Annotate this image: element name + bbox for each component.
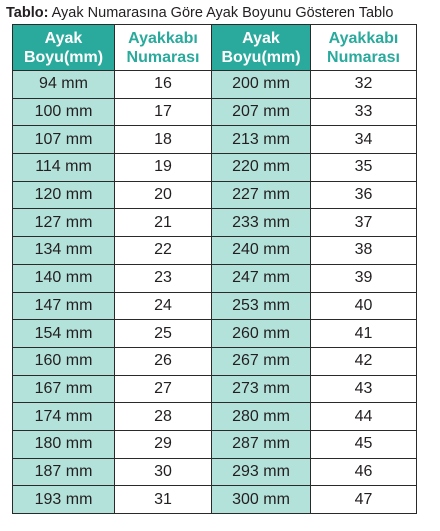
foot-length-cell: 207 mm	[212, 98, 311, 126]
foot-length-cell: 127 mm	[13, 209, 115, 237]
table-row	[13, 126, 417, 154]
shoe-size-cell: 34	[311, 126, 417, 154]
shoe-size-cell: 21	[115, 209, 212, 237]
shoe-size-cell: 17	[115, 98, 212, 126]
foot-length-cell: 253 mm	[212, 292, 311, 320]
foot-length-cell: 147 mm	[13, 292, 115, 320]
shoe-size-cell: 42	[311, 347, 417, 375]
foot-length-cell: 267 mm	[212, 347, 311, 375]
foot-length-cell: 240 mm	[212, 237, 311, 265]
table-row	[13, 458, 417, 486]
shoe-size-cell: 18	[115, 126, 212, 154]
shoe-size-cell: 41	[311, 320, 417, 348]
foot-length-header-2-line1: Ayak	[242, 29, 280, 47]
table-row	[13, 181, 417, 209]
foot-size-table	[12, 24, 417, 514]
shoe-size-cell: 29	[115, 430, 212, 458]
table-row	[13, 320, 417, 348]
table-row	[13, 264, 417, 292]
foot-length-header-2-line2: Boyu(mm)	[221, 48, 301, 66]
table-row	[13, 71, 417, 99]
shoe-size-cell: 27	[115, 375, 212, 403]
shoe-size-cell: 20	[115, 181, 212, 209]
table-body	[13, 71, 417, 514]
shoe-size-cell: 31	[115, 486, 212, 514]
foot-length-header-line1: Ayak	[44, 29, 83, 47]
foot-length-cell: 293 mm	[212, 458, 311, 486]
foot-length-cell: 187 mm	[13, 458, 115, 486]
shoe-size-cell: 25	[115, 320, 212, 348]
table-row	[13, 403, 417, 431]
shoe-size-cell: 45	[311, 430, 417, 458]
table-row	[13, 375, 417, 403]
shoe-size-header-2-line2: Numarası	[327, 48, 400, 66]
shoe-size-header-line1: Ayakkabı	[128, 29, 198, 47]
foot-length-cell: 134 mm	[13, 237, 115, 265]
shoe-size-cell: 23	[115, 264, 212, 292]
foot-length-cell: 160 mm	[13, 347, 115, 375]
shoe-size-cell: 35	[311, 154, 417, 182]
foot-length-cell: 100 mm	[13, 98, 115, 126]
foot-length-cell: 193 mm	[13, 486, 115, 514]
table-row	[13, 98, 417, 126]
caption-text: Ayak Numarasına Göre Ayak Boyunu Gösteren Tablo	[48, 5, 394, 21]
foot-length-header	[13, 25, 115, 71]
foot-length-cell: 227 mm	[212, 181, 311, 209]
shoe-size-cell: 47	[311, 486, 417, 514]
header-row	[13, 25, 417, 71]
table-row	[13, 292, 417, 320]
foot-length-cell: 247 mm	[212, 264, 311, 292]
shoe-size-cell: 38	[311, 237, 417, 265]
shoe-size-cell: 28	[115, 403, 212, 431]
shoe-size-cell: 22	[115, 237, 212, 265]
shoe-size-cell: 19	[115, 154, 212, 182]
table-row	[13, 209, 417, 237]
shoe-size-cell: 16	[115, 71, 212, 99]
foot-length-header-2	[212, 25, 311, 71]
table-row	[13, 430, 417, 458]
shoe-size-header-2	[311, 25, 417, 71]
shoe-size-cell: 44	[311, 403, 417, 431]
foot-length-cell: 94 mm	[13, 71, 115, 99]
foot-length-cell: 233 mm	[212, 209, 311, 237]
table-row	[13, 154, 417, 182]
table-row	[13, 486, 417, 514]
shoe-size-cell: 46	[311, 458, 417, 486]
shoe-size-header	[115, 25, 212, 71]
shoe-size-cell: 30	[115, 458, 212, 486]
shoe-size-cell: 33	[311, 98, 417, 126]
foot-length-header-line2: Boyu(mm)	[23, 48, 104, 66]
foot-length-cell: 280 mm	[212, 403, 311, 431]
foot-length-cell: 220 mm	[212, 154, 311, 182]
foot-length-cell: 273 mm	[212, 375, 311, 403]
shoe-size-header-2-line1: Ayakkabı	[328, 29, 399, 47]
foot-length-cell: 120 mm	[13, 181, 115, 209]
foot-length-cell: 200 mm	[212, 71, 311, 99]
foot-length-cell: 167 mm	[13, 375, 115, 403]
foot-length-cell: 213 mm	[212, 126, 311, 154]
foot-length-cell: 154 mm	[13, 320, 115, 348]
shoe-size-header-line2: Numarası	[126, 48, 200, 66]
table-row	[13, 237, 417, 265]
foot-length-cell: 287 mm	[212, 430, 311, 458]
foot-length-cell: 180 mm	[13, 430, 115, 458]
table-row	[13, 347, 417, 375]
shoe-size-cell: 26	[115, 347, 212, 375]
shoe-size-cell: 37	[311, 209, 417, 237]
shoe-size-cell: 39	[311, 264, 417, 292]
shoe-size-cell: 40	[311, 292, 417, 320]
foot-length-cell: 140 mm	[13, 264, 115, 292]
shoe-size-cell: 24	[115, 292, 212, 320]
foot-length-cell: 300 mm	[212, 486, 311, 514]
shoe-size-cell: 43	[311, 375, 417, 403]
foot-length-cell: 174 mm	[13, 403, 115, 431]
foot-length-cell: 114 mm	[13, 154, 115, 182]
foot-length-cell: 260 mm	[212, 320, 311, 348]
shoe-size-cell: 32	[311, 71, 417, 99]
shoe-size-cell: 36	[311, 181, 417, 209]
caption-label: Tablo:	[6, 5, 49, 21]
table-caption	[6, 4, 393, 22]
foot-length-cell: 107 mm	[13, 126, 115, 154]
